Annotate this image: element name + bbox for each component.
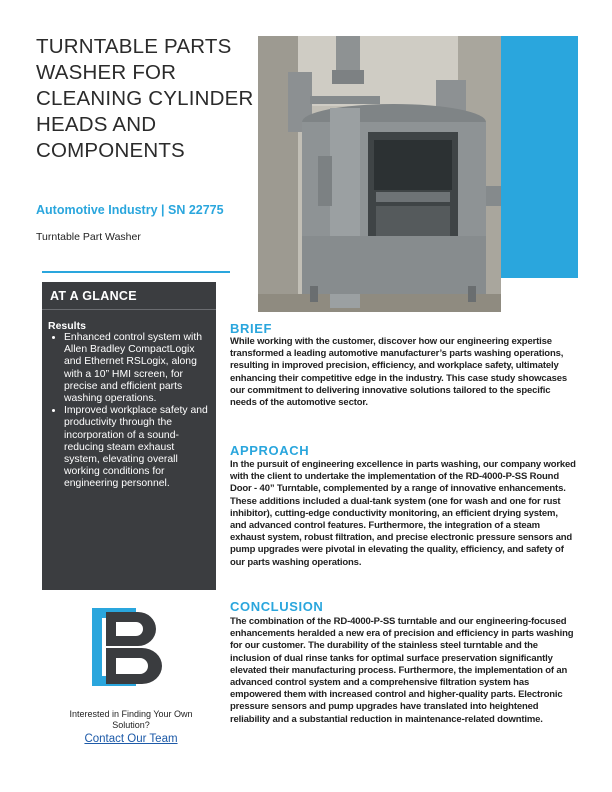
- list-item: • Improved workplace safety and productivity through the incorporation of a sound-reducing steam exhaust system, elevating overall working conditions for engineering personnel.: [64, 405, 210, 490]
- approach-heading: APPROACH: [230, 443, 310, 458]
- cta-text: Interested in Finding Your Own Solution?: [69, 709, 193, 730]
- conclusion-heading: CONCLUSION: [230, 599, 324, 614]
- brief-body: While working with the customer, discover how our engineering expertise transformed a leading automotive manufacturer’s parts washing operations, resulting in improved precision, efficiency, and workplace safety, ultimately enhancing their competitive edge in the industry. This case study showcases our commitment to delivering innovative solutions tailored to the specific needs of the automotive sector.: [230, 336, 567, 409]
- results-label: Results: [48, 320, 86, 332]
- page-title: TURNTABLE PARTS WASHER FOR CLEANING CYLINDER HEADS AND COMPONENTS: [36, 35, 254, 162]
- company-logo: [90, 606, 170, 688]
- contact-team-link[interactable]: Contact Our Team: [84, 733, 178, 745]
- accent-divider: [42, 271, 230, 273]
- glance-heading: AT A GLANCE: [42, 282, 216, 310]
- industry-subtitle: Automotive Industry | SN 22775: [36, 203, 224, 217]
- approach-body: In the pursuit of engineering excellence in parts washing, our company worked with the client to undertake the implementation of the RD-4000-P-SS Round Door - 40” Turntable, complemented by a range of innovative enhancements. These additions included a dual-tank system (one for wash and one for rust inhibitor), cutting-edge conductivity monitoring, an efficient drying system, and advanced control features. Furthermore, the integration of a steam exhaust system, robust filtration, and precise electronic pressure sensors and pump upgrades were pivotal in elevating the quality, efficiency, and safety of our parts washing operations.: [230, 459, 576, 568]
- brief-heading: BRIEF: [230, 321, 272, 336]
- document-type: Turntable Part Washer: [36, 231, 141, 243]
- at-a-glance-panel: [42, 282, 216, 590]
- list-item: • Enhanced control system with Allen Bradley CompactLogix and Ethernet RSLogix, along with a 10” HMI screen, for precise and efficient parts washing operations.: [64, 332, 210, 405]
- product-photo: [258, 36, 501, 312]
- conclusion-body: The combination of the RD-4000-P-SS turntable and our engineering-focused enhancements heralded a new era of precision and efficiency in parts washing for our customer. The durability of the stainless steel turntable and the inclusion of dual rinse tanks for optimal surface preservation significantly elevated their manufacturing process. Furthermore, the implementation of an advanced control system and a comprehensive filtration system has empowered them with increased control and higher-quality parts. Electronic pressure sensors and pump upgrades have translated into heightened reliability and a substantial reduction in maintenance-related downtime.: [230, 616, 574, 725]
- photo-accent-block: [500, 36, 578, 278]
- results-list: [42, 332, 216, 491]
